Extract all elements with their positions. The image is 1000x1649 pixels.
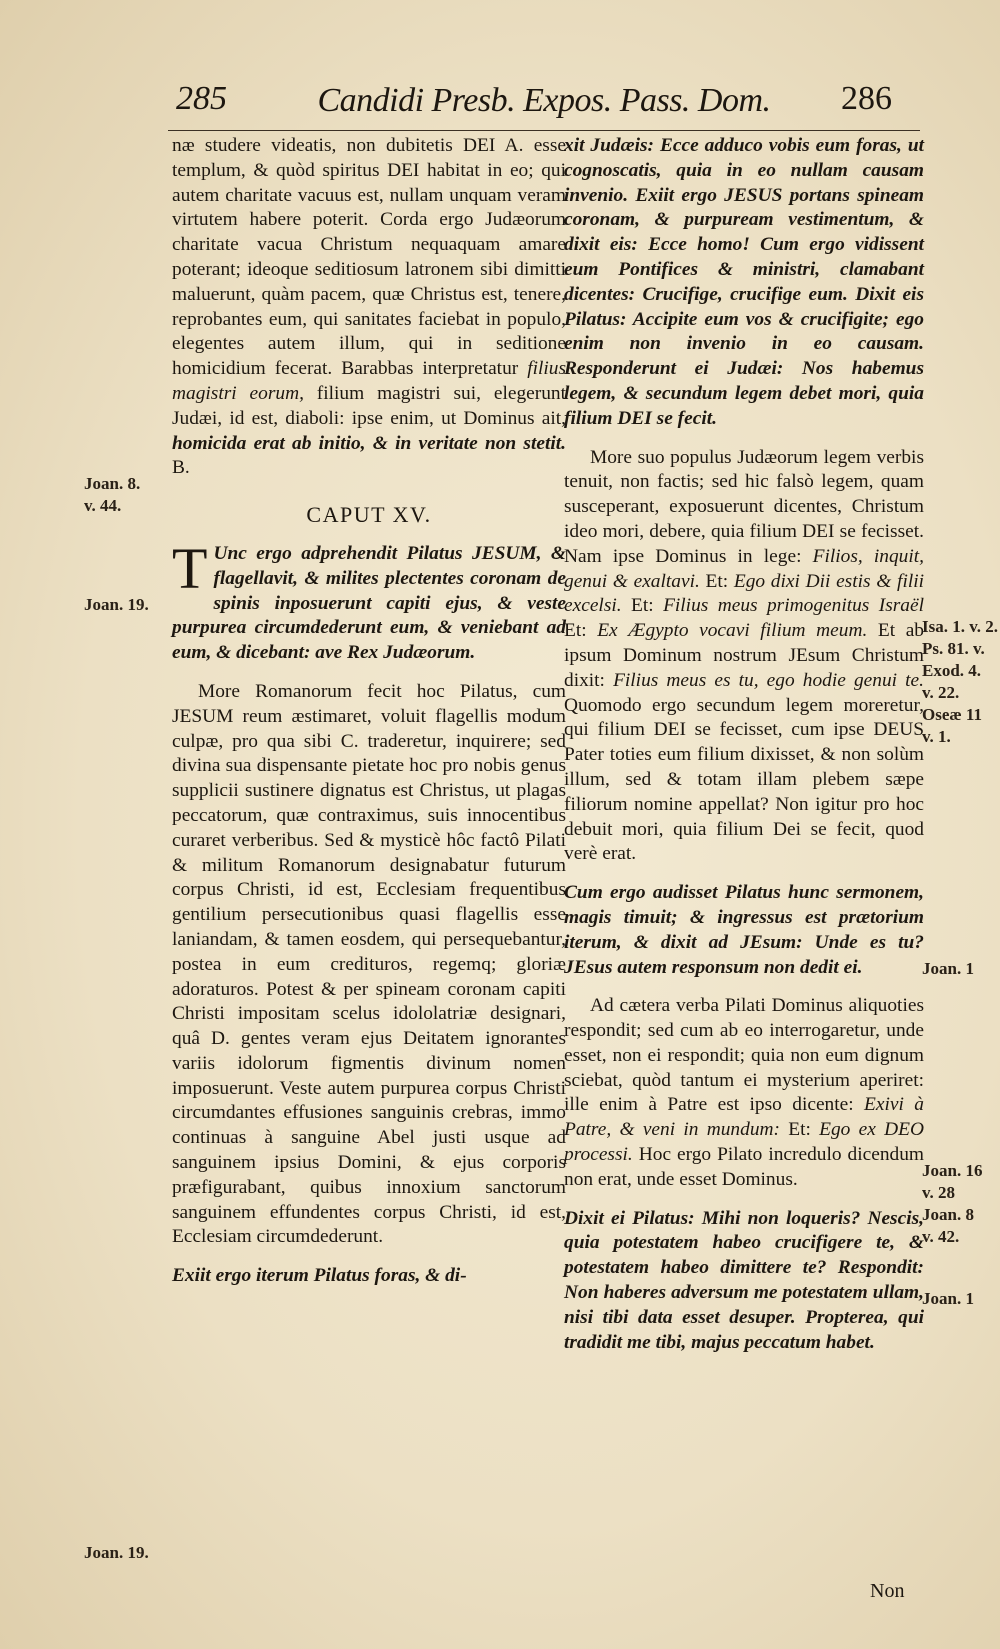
body-text: More suo populus Judæorum legem verbis tenuit, non factis; sed hic falsò legem, quam susceperant, exposuerunt dicentes, Christum ideo mori, debere, quia filium DEI se fecisset. Nam ipse Dominus in lege: — [564, 446, 924, 567]
drop-cap: T — [172, 535, 208, 601]
chapter-heading: CAPUT XV. — [306, 502, 432, 528]
paragraph — [172, 134, 566, 481]
page-header — [168, 80, 920, 131]
italic-text: Ego dixi Dii estis & filii excelsi. — [564, 570, 924, 617]
running-title: Candidi Presb. Expos. Pass. Dom. — [317, 82, 771, 119]
body-text: filium magistri sui, elegerunt Judæi, id est, diaboli: ipse enim, ut Dominus ait, — [172, 382, 566, 429]
body-text: Et: — [564, 620, 598, 642]
italic-text: filius magistri eorum, — [172, 358, 566, 404]
body-text: Et: — [699, 570, 734, 592]
margin-note: Joan. 1 — [922, 959, 974, 978]
body-text: Et: — [621, 595, 664, 617]
italic-text: Filios, inquit, genui & exaltavi. — [564, 545, 924, 592]
right-column — [564, 134, 924, 1355]
paragraph — [564, 446, 924, 868]
italic-text: Filius meus es tu, ego hodie genui te. — [613, 669, 924, 691]
page-number-left: 285 — [176, 80, 227, 117]
catchword: Non — [870, 1580, 905, 1602]
margin-note: Joan. 1 — [922, 1289, 974, 1308]
page-number-right: 286 — [841, 80, 892, 117]
body-text: B. — [172, 457, 190, 479]
italic-text: Exivi à Patre, & veni in mundum: — [564, 1094, 924, 1141]
margin-note: Joan. 19. — [84, 1543, 149, 1562]
scripture-passage: Exiit ergo iterum Pilatus foras, & di- — [172, 1265, 467, 1287]
scripture-quote: homicida erat ab initio, & in veritate non stetit. — [172, 432, 566, 454]
italic-text: Filius meus primogenitus Israël — [663, 595, 924, 617]
body-text: Ad cætera verba Pilati Dominus aliquoties respondit; sed cum ab eo interrogaretur, unde esset, non ei respondit; quia non eum dignum sciebat, quòd tantum ei mysterium aperiret: ille enim à Patre est ipso dicente: — [564, 995, 924, 1116]
margin-note: Joan. 16 v. 28 Joan. 8 v. 42. — [922, 1161, 983, 1246]
paragraph: More Romanorum fecit hoc Pilatus, cum JESUM reum æstimaret, voluit flagellis modum culpæ, pro qua sibi C. traderetur, inquirere; sed divina sua dispensante pietate hoc pro nobis genus supplicii sustinere dignatus est Christus, ut plagas peccatorum, quæ contraximus, suis innocentibus curaret verberibus. Sed & mysticè hôc factô Pilati & militum Romanorum designabatur futurum corpus Christi, id est, Ecclesiam frequentibus gentilium persecutionibus quasi flagellis esse laniandam, & tamen eosdem, qui persequebantur, postea in eum credituros, regemq; gloriæ adoraturos. Potest & per spineam coronam capiti Christi impositam scelus idololatriæ designari, quâ D. gentes veram ejus Deitatem ignorantes variis idolorum figmentis divinum nomen imposuerunt. Veste autem purpurea corpus Christi circumdantes effusiones sanguinis crebras, immo continuas à sanguine Abel justi usque ad sanguinem ipsius Domini, & ejus corporis præfigurabant, quibus innoxium sanctorum sanguinem effundentes corpus Christi, id est, Ecclesiam circumdederunt. — [172, 680, 566, 1248]
body-text: Hoc ergo Pilato incredulo dicendum non erat, unde esset Dominus. — [564, 1144, 924, 1190]
italic-text: Ego ex DEO processi. — [564, 1119, 924, 1166]
margin-note: Isa. 1. v. 2. Ps. 81. v. Exod. 4. v. 22. Oseæ 11 v. 1. — [922, 617, 999, 746]
scripture-passage: Dixit ei Pilatus: Mihi non loqueris? Nescis, quia potestatem habeo crucifigere te, & potestatem habeo dimittere te? Respondit: Non haberes adversum me potestatem ullam, nisi tibi data esset desuper. Propterea, qui tradidit me tibi, majus peccatum habet. — [564, 1207, 924, 1353]
italic-text: Ex Ægypto vocavi filium meum. — [597, 620, 868, 642]
scripture-passage: xit Judæis: Ecce adduco vobis eum foras, ut cognoscatis, quia in eo nullam causam invenio. Exiit ergo JESUS portans spineam coronam, & purpuream vestimentum, & dixit eis: Ecce homo! Cum ergo vidissent eum Pontifices & ministri, clamabant dicentes: Crucifige, crucifige eum. Dixit eis Pilatus: Accipite eum vos & crucifigite; ego enim non invenio in eo causam. Responderunt ei Judæi: Nos habemus legem, & secundum legem debet mori, quia filium DEI se fecit. — [564, 135, 924, 429]
scripture-text: Unc ergo adprehendit Pilatus JESUM, & flagellavit, & milites plectentes coronam de spinis inposuerunt capiti ejus, & veste purpurea circumdederunt eum, & veniebant ad eum, & dicebant: ave Rex Judæorum. — [172, 542, 566, 664]
left-column — [172, 134, 566, 1289]
body-text: næ studere videatis, non dubitetis DEI A. esse templum, & quòd spiritus DEI habitat in eo; qui autem charitate vacuus est, nullam unquam veram virtutem habere poterit. Corda ergo Judæorum charitate vacua Christum nequaquam amare poterant; ideoque seditiosum latronem sibi dimitti maluerunt, quàm pacem, quæ Christus est, tenere, reprobantes eum, qui sanitates faciebat in populo, elegentes autem illum, qui in seditione homicidium fecerat. Barabbas interpretatur — [172, 135, 566, 380]
body-text: Et ab ipsum Dominum nostrum JEsum Christum dixit: — [564, 620, 924, 691]
margin-note: Joan. 8. v. 44. — [84, 474, 141, 515]
paragraph — [564, 994, 924, 1192]
body-text: Et: — [779, 1119, 820, 1141]
scripture-passage: Cum ergo audisset Pilatus hunc sermonem, magis timuit; & ingressus est prætorium iterum, & dixit ad JEsum: Unde es tu? JEsus autem responsum non dedit ei. — [564, 882, 924, 978]
scripture-passage — [172, 535, 566, 666]
body-text: Quomodo ergo secundum legem moreretur, qui filium DEI se fecisset, cum ipse DEUS Pater toties eum filium dixisset, & non solùm illum, sed & totam illam plebem sæpe filiorum nomine appellat? Non igitur pro hoc debuit mori, quia filium Dei se fecit, quod verè erat. — [564, 694, 924, 865]
margin-note: Joan. 19. — [84, 595, 149, 614]
